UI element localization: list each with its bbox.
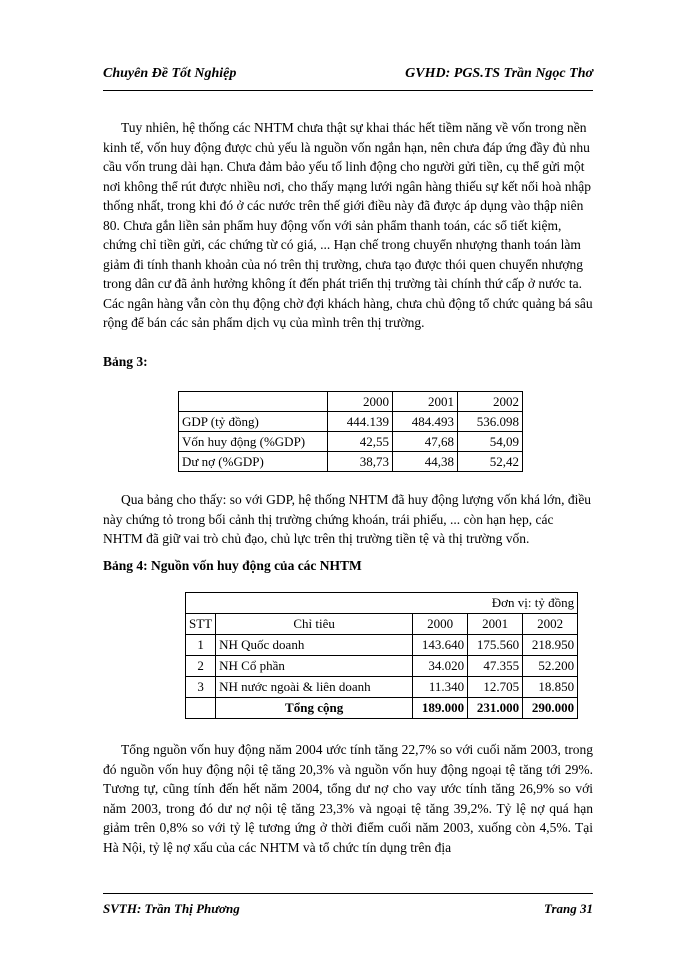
table-cell: 52.200 (523, 656, 578, 677)
table-cell: 47,68 (393, 432, 458, 452)
table-unit: Đơn vị: tỷ đồng (186, 593, 578, 614)
table-header-cell (179, 392, 328, 412)
table-row (179, 452, 523, 472)
table-row (186, 635, 578, 656)
paragraph-3: Tổng nguồn vốn huy động năm 2004 ước tính tăng 22,7% so với cuối năm 2003, trong đó nguồn vốn huy động nội tệ tăng 20,3% và nguồn vốn huy động ngoại tệ tăng tới 29%. Tương tự, cũng tính đến hết năm 2004, tổng dư nợ cho vay ước tính tăng 26,9% so với năm 2003, trong đó dư nợ nội tệ tăng 23,3% và ngoại tệ tăng 39,2%. Tỷ lệ nợ quá hạn giảm trên 0,8% so với tỷ lệ tương ứng ở thời điểm cuối năm 2003, xuống còn 4,5%. Tại Hà Nội, tỷ lệ nợ xấu của các NHTM và tổ chức tín dụng trên địa (103, 742, 593, 855)
table-cell: 52,42 (458, 452, 523, 472)
table-cell: 42,55 (328, 432, 393, 452)
table-cell: 2 (186, 656, 216, 677)
table-cell: NH Cổ phần (216, 656, 413, 677)
page-footer (103, 901, 593, 921)
page-number: Trang 31 (544, 901, 593, 916)
table-row (179, 412, 523, 432)
footer-rule (103, 893, 593, 894)
table-cell: NH nước ngoài & liên doanh (216, 677, 413, 698)
header-advisor: GVHD: PGS.TS Trần Ngọc Thơ (405, 66, 593, 81)
table-row (186, 677, 578, 698)
paragraph-2: Qua bảng cho thấy: so với GDP, hệ thống NHTM đã huy động lượng vốn khá lớn, điều này chứng tỏ trong bối cảnh thị trường chứng khoán, trái phiếu, ... còn hạn hẹp, các NHTM đã giữ vai trò chủ đạo, chủ lực trên thị trường tiền tệ và thị trường vốn. (103, 492, 592, 546)
table-cell (186, 698, 216, 719)
table-cell: 38,73 (328, 452, 393, 472)
table-cell: 12.705 (468, 677, 523, 698)
table-cell: 54,09 (458, 432, 523, 452)
table-cell: 47.355 (468, 656, 523, 677)
table-cell: Dư nợ (%GDP) (179, 452, 328, 472)
table-header-row (186, 614, 578, 635)
table-total-row (186, 698, 578, 719)
table-cell: 1 (186, 635, 216, 656)
table-cell: 484.493 (393, 412, 458, 432)
table-row (186, 656, 578, 677)
table-cell: 3 (186, 677, 216, 698)
table-cell: 536.098 (458, 412, 523, 432)
table-cell: Vốn huy động (%GDP) (179, 432, 328, 452)
table-header-cell: Chỉ tiêu (216, 614, 413, 635)
table-header-row (179, 392, 523, 412)
page-header (103, 66, 593, 88)
header-course-title: Chuyên Đề Tốt Nghiệp (103, 66, 237, 81)
table-4 (185, 592, 578, 719)
paragraph-1: Tuy nhiên, hệ thống các NHTM chưa thật sự khai thác hết tiềm năng về vốn trong nền kinh tế, vốn huy động được chủ yếu là nguồn vốn ngắn hạn, nên chưa đáp ứng đầy đủ nhu cầu vốn trung dài hạn. Chưa đảm bảo yếu tố linh động cho người gửi tiền, cụ thể gửi một nơi không thể rút được nhiều nơi, cho thấy mạng lưới ngân hàng thiếu sự kết nối hoà nhập thống nhất, trong khi đó ở các nước trên thế giới điều này đã được áp dụng vào thập niên 80. Chưa gắn liền sản phẩm huy động vốn với sản phẩm thanh toán, các sổ tiết kiệm, chứng chỉ tiền gửi, các chứng từ có giá, ... Hạn chế trong chuyển nhượng thanh toán làm giảm đi tính thanh khoản của nó trên thị trường, chưa tạo được thói quen chuyển nhượng trong dân cư đã ảnh hưởng không ít đến phát triển thị trường tài chính thứ cấp ở nước ta. Các ngân hàng vẫn còn thụ động chờ đợi khách hàng, chưa chủ động tổ chức quảng bá sâu rộng để bán các sản phẩm dịch vụ của mình trên thị trường. (103, 120, 593, 330)
table-cell: 34.020 (413, 656, 468, 677)
table-header-cell: 2000 (413, 614, 468, 635)
table-cell: 44,38 (393, 452, 458, 472)
table-cell: 218.950 (523, 635, 578, 656)
table-cell: 444.139 (328, 412, 393, 432)
table-cell: 11.340 (413, 677, 468, 698)
table4-label: Bảng 4: Nguồn vốn huy động của các NHTM (103, 558, 362, 573)
table-cell: 231.000 (468, 698, 523, 719)
table-total-label: Tổng cộng (216, 698, 413, 719)
table3-label: Bảng 3: (103, 354, 148, 369)
table-header-cell: STT (186, 614, 216, 635)
table-row (179, 432, 523, 452)
table-cell: 189.000 (413, 698, 468, 719)
table-cell: 143.640 (413, 635, 468, 656)
table-cell: 290.000 (523, 698, 578, 719)
table-cell: NH Quốc doanh (216, 635, 413, 656)
table-header-cell: 2001 (468, 614, 523, 635)
table-header-cell: 2002 (523, 614, 578, 635)
header-rule (103, 90, 593, 91)
table-header-cell: 2002 (458, 392, 523, 412)
table-header-cell: 2001 (393, 392, 458, 412)
footer-student: SVTH: Trần Thị Phương (103, 901, 240, 916)
table-cell: 18.850 (523, 677, 578, 698)
table-unit-row (186, 593, 578, 614)
table-3 (178, 391, 523, 472)
table-header-cell: 2000 (328, 392, 393, 412)
table-cell: GDP (tỷ đồng) (179, 412, 328, 432)
table-cell: 175.560 (468, 635, 523, 656)
